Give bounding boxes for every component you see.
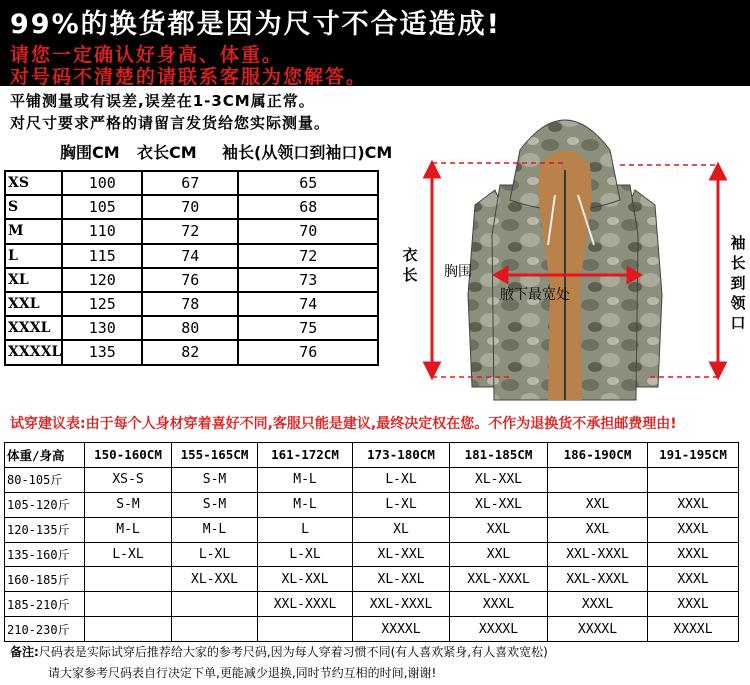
chest-value: 135 <box>62 340 142 364</box>
chest-label: 胸围 <box>444 264 472 280</box>
size-row <box>5 340 378 364</box>
recommended-size: XXXL <box>648 592 739 617</box>
recommended-size <box>548 467 648 492</box>
footer-text-1: 尺码表是实际试穿后推荐给大家的参考尺码,因为每人穿着习惯不同(有人喜欢紧身,有人喜欢宽松) <box>38 645 548 659</box>
height-header: 191-195CM <box>648 443 739 468</box>
size-table <box>4 170 379 366</box>
weight-label: 210-230斤 <box>5 617 85 642</box>
recommended-size: L-XL <box>258 542 353 567</box>
header-length: 衣长CM <box>137 143 197 162</box>
size-label: XS <box>5 171 62 195</box>
recommended-size: S-M <box>172 467 258 492</box>
footer-note-1 <box>10 643 548 660</box>
chest-value: 120 <box>62 268 142 292</box>
recommendation-row <box>5 517 739 542</box>
length-label: 衣长 <box>402 246 418 284</box>
recommended-size <box>85 567 172 592</box>
recommendation-row <box>5 542 739 567</box>
corner-cell: 体重/身高 <box>5 443 85 468</box>
size-row <box>5 195 378 219</box>
recommendation-row <box>5 592 739 617</box>
footer-label: 备注: <box>10 645 39 659</box>
recommended-size: XXL-XXXL <box>548 542 648 567</box>
measure-note-2: 对尺寸要求严格的请留言发货给您实际测量。 <box>10 114 331 132</box>
length-value: 72 <box>142 219 238 243</box>
chest-value: 130 <box>62 316 142 340</box>
weight-label: 120-135斤 <box>5 517 85 542</box>
size-label: M <box>5 219 62 243</box>
recommended-size: XXL <box>450 517 548 542</box>
height-header: 173-180CM <box>353 443 450 468</box>
chest-value: 100 <box>62 171 142 195</box>
recommended-size: XXXL <box>648 517 739 542</box>
recommendation-row <box>5 492 739 517</box>
length-value: 76 <box>142 268 238 292</box>
size-label: XXL <box>5 292 62 316</box>
header-sleeve: 袖长(从领口到袖口)CM <box>222 143 393 162</box>
recommended-size: L-XL <box>172 542 258 567</box>
recommendation-row <box>5 467 739 492</box>
height-header: 150-160CM <box>85 443 172 468</box>
recommended-size: XL <box>353 517 450 542</box>
height-header: 181-185CM <box>450 443 548 468</box>
sleeve-value: 74 <box>238 292 378 316</box>
recommended-size: XXXXL <box>648 617 739 642</box>
header-chest: 胸围CM <box>60 143 120 162</box>
recommended-size: L-XL <box>85 542 172 567</box>
weight-label: 160-185斤 <box>5 567 85 592</box>
recommended-size: M-L <box>258 492 353 517</box>
length-value: 78 <box>142 292 238 316</box>
recommended-size: XXL <box>548 492 648 517</box>
recommended-size: XXXL <box>548 592 648 617</box>
recommendation-title: 试穿建议表:由于每个人身材穿着喜好不同,客服只能是建议,最终决定权在您。不作为退换货不承担邮费理由! <box>10 416 677 432</box>
height-header: 161-172CM <box>258 443 353 468</box>
chest-value: 125 <box>62 292 142 316</box>
weight-label: 185-210斤 <box>5 592 85 617</box>
sleeve-value: 65 <box>238 171 378 195</box>
recommended-size: S-M <box>85 492 172 517</box>
recommended-size: XXL <box>548 517 648 542</box>
chest-value: 110 <box>62 219 142 243</box>
length-value: 74 <box>142 244 238 268</box>
recommended-size: XL-XXL <box>353 567 450 592</box>
length-value: 82 <box>142 340 238 364</box>
recommended-size <box>172 617 258 642</box>
recommended-size <box>85 617 172 642</box>
length-value: 67 <box>142 171 238 195</box>
size-row <box>5 292 378 316</box>
sleeve-value: 76 <box>238 340 378 364</box>
length-value: 80 <box>142 316 238 340</box>
banner-line-2: 请您一定确认好身高、体重。 <box>10 44 284 66</box>
sleeve-value: 68 <box>238 195 378 219</box>
sleeve-label: 袖长到领口 <box>730 234 746 332</box>
recommendation-row <box>5 567 739 592</box>
recommended-size: XXXXL <box>353 617 450 642</box>
size-label: S <box>5 195 62 219</box>
weight-label: 80-105斤 <box>5 467 85 492</box>
sleeve-value: 73 <box>238 268 378 292</box>
chest-label-2: 腋下最宽处 <box>500 287 570 303</box>
recommended-size: XL-XXL <box>172 567 258 592</box>
jacket-illustration <box>380 95 750 405</box>
size-row <box>5 171 378 195</box>
height-header: 155-165CM <box>172 443 258 468</box>
recommended-size: S-M <box>172 492 258 517</box>
recommended-size: XL-XXL <box>258 567 353 592</box>
size-label: XXXL <box>5 316 62 340</box>
header-banner <box>0 0 750 86</box>
recommended-size: XXL-XXXL <box>548 567 648 592</box>
sleeve-value: 70 <box>238 219 378 243</box>
recommended-size: XXL-XXXL <box>353 592 450 617</box>
size-row <box>5 244 378 268</box>
recommended-size <box>648 467 739 492</box>
recommended-size: XXXXL <box>548 617 648 642</box>
recommendation-header-row <box>5 443 739 468</box>
chest-value: 115 <box>62 244 142 268</box>
measure-note-1: 平铺测量或有误差,误差在1-3CM属正常。 <box>10 92 315 110</box>
recommended-size: L-XL <box>353 492 450 517</box>
recommended-size: XL-XXL <box>353 542 450 567</box>
weight-label: 135-160斤 <box>5 542 85 567</box>
recommended-size: XXXL <box>648 542 739 567</box>
footer-note-2: 请大家参考尺码表自行决定下单,更能减少退换,同时节约互相的时间,谢谢! <box>48 666 437 680</box>
weight-label: 105-120斤 <box>5 492 85 517</box>
banner-line-3: 对号码不清楚的请联系客服为您解答。 <box>10 66 368 88</box>
recommended-size: XXL <box>450 542 548 567</box>
size-label: XXXXL <box>5 340 62 364</box>
sleeve-value: 72 <box>238 244 378 268</box>
recommended-size: L-XL <box>353 467 450 492</box>
recommended-size: XS-S <box>85 467 172 492</box>
size-label: L <box>5 244 62 268</box>
size-row <box>5 268 378 292</box>
banner-title: 99%的换货都是因为尺寸不合适造成! <box>10 9 501 40</box>
size-row <box>5 219 378 243</box>
size-row <box>5 316 378 340</box>
recommendation-row <box>5 617 739 642</box>
recommended-size <box>258 617 353 642</box>
recommended-size: XXXL <box>648 567 739 592</box>
recommended-size: M-L <box>172 517 258 542</box>
recommended-size: XXXXL <box>450 617 548 642</box>
recommended-size: M-L <box>85 517 172 542</box>
sleeve-value: 75 <box>238 316 378 340</box>
length-value: 70 <box>142 195 238 219</box>
jacket-diagram <box>380 95 750 405</box>
recommendation-table <box>4 442 739 642</box>
chest-value: 105 <box>62 195 142 219</box>
recommended-size <box>172 592 258 617</box>
recommended-size <box>85 592 172 617</box>
recommended-size: XL-XXL <box>450 492 548 517</box>
size-label: XL <box>5 268 62 292</box>
recommended-size: XXXL <box>450 592 548 617</box>
height-header: 186-190CM <box>548 443 648 468</box>
recommended-size: XXL-XXXL <box>450 567 548 592</box>
recommended-size: XL-XXL <box>450 467 548 492</box>
recommended-size: L <box>258 517 353 542</box>
recommended-size: XXL-XXXL <box>258 592 353 617</box>
recommended-size: M-L <box>258 467 353 492</box>
recommended-size: XXXL <box>648 492 739 517</box>
